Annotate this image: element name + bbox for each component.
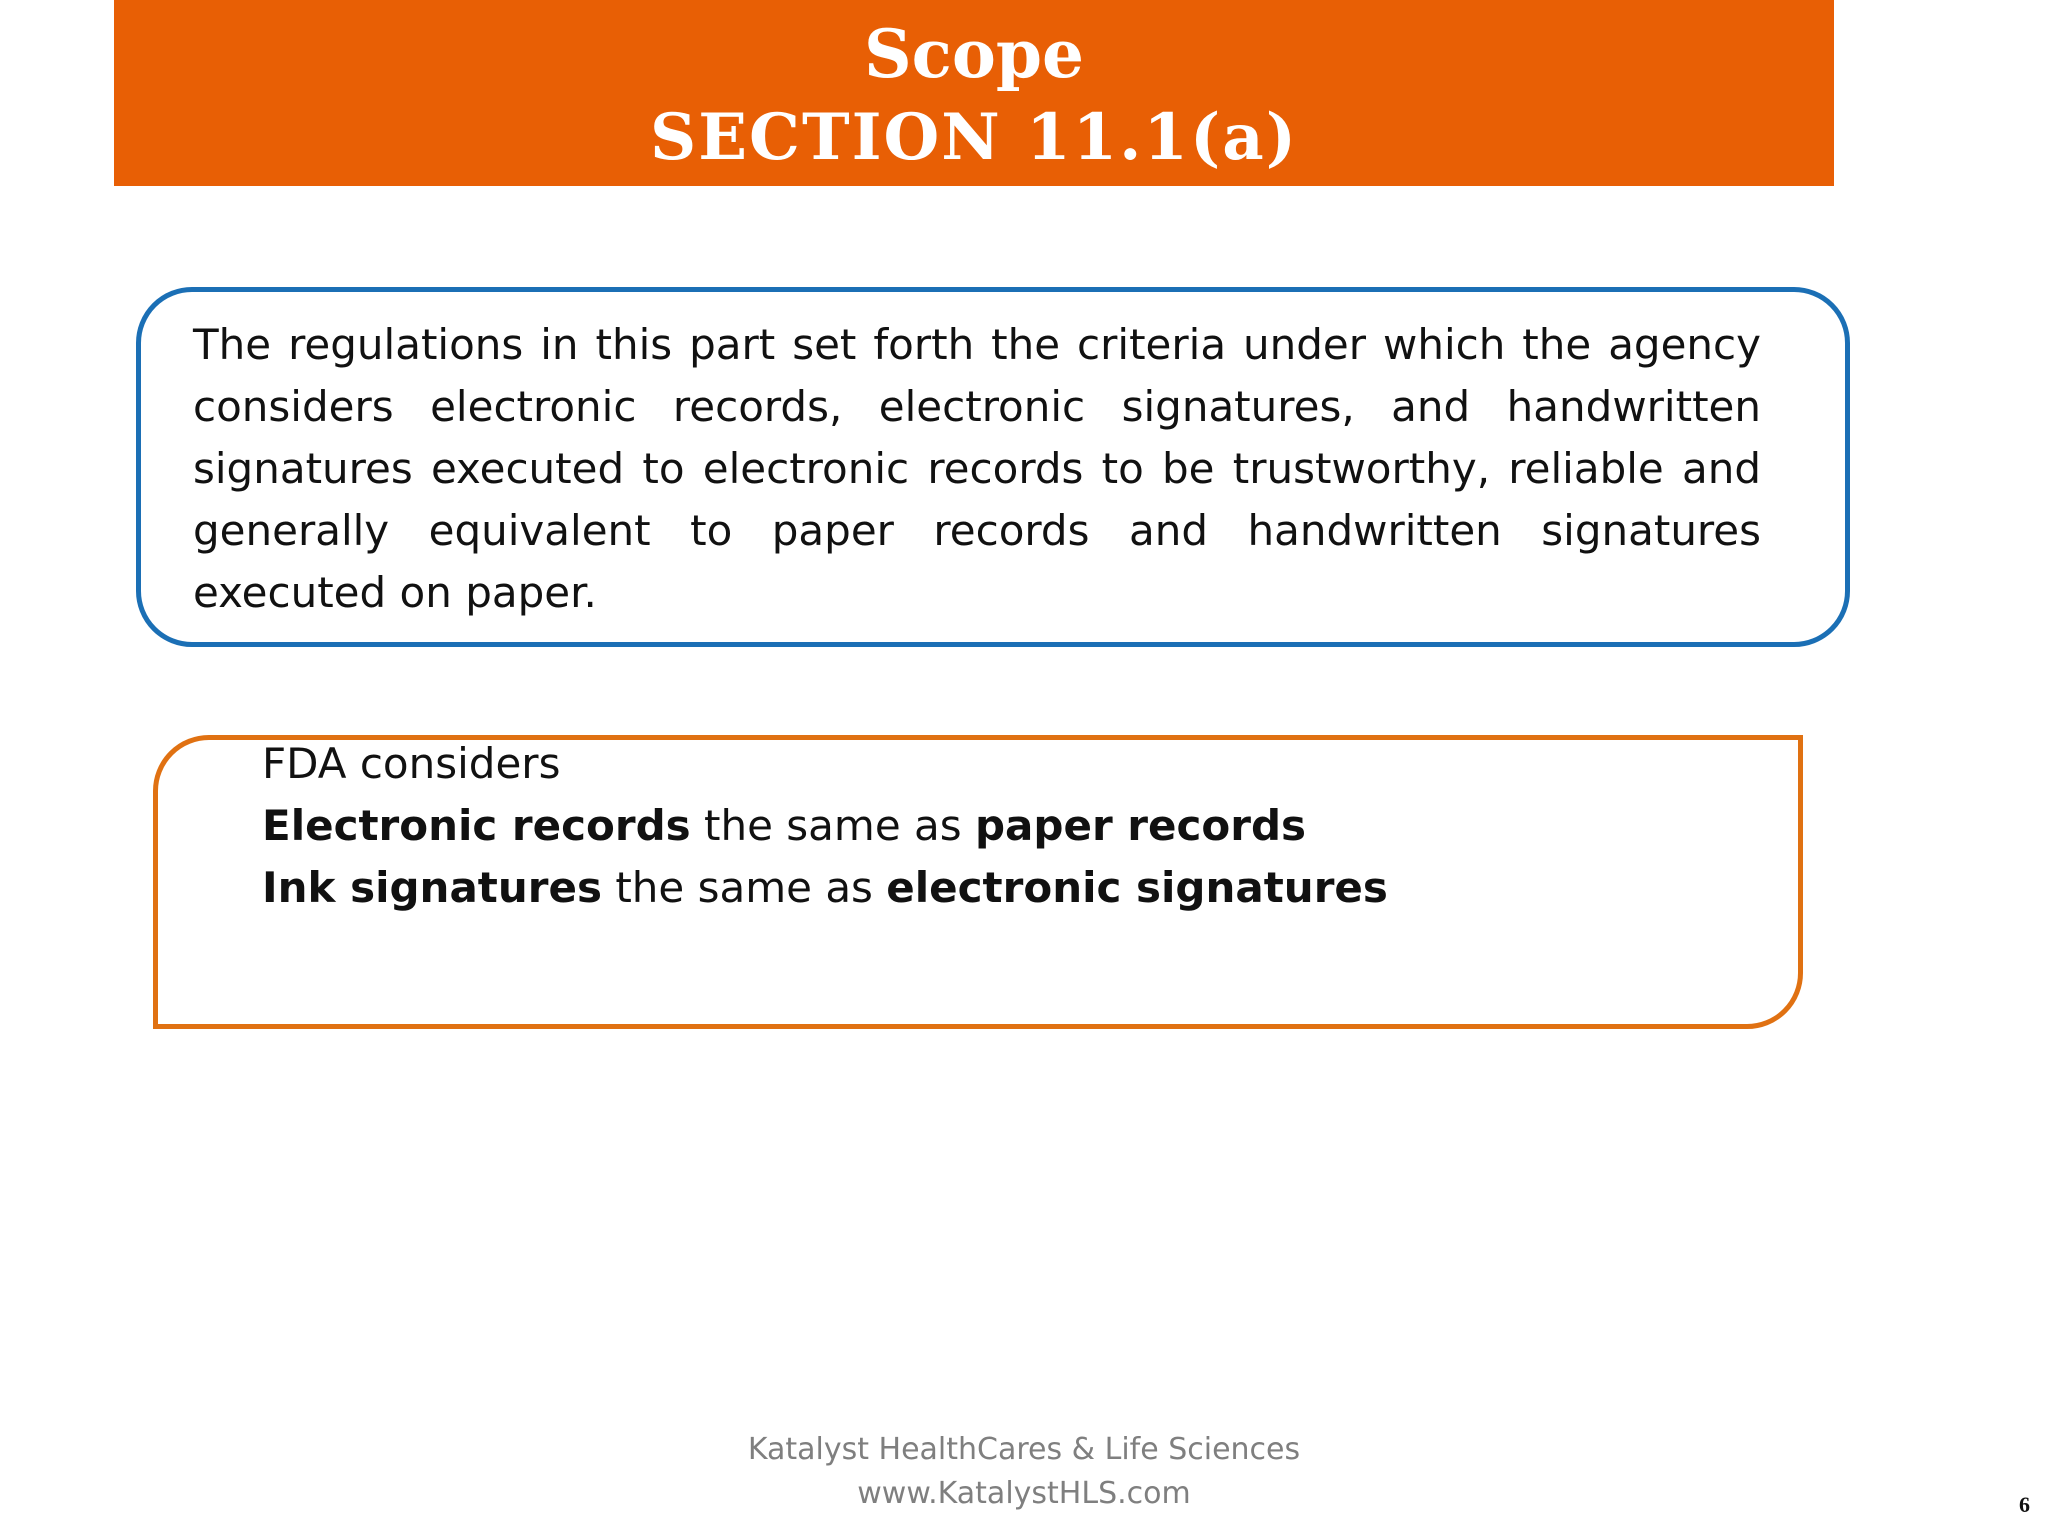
fda-connector: the same as (690, 801, 975, 850)
slide-title: Scope (863, 15, 1084, 93)
footer-url: www.KatalystHLS.com (857, 1476, 1191, 1511)
fda-term-electronic-signatures: electronic signatures (886, 863, 1388, 912)
fda-line-signatures (262, 857, 1388, 919)
fda-term-electronic-records: Electronic records (262, 801, 691, 850)
fda-line-records (262, 795, 1388, 857)
fda-statements (262, 733, 1388, 919)
title-banner (114, 0, 1834, 186)
fda-term-ink-signatures: Ink signatures (262, 863, 602, 912)
page-number: 6 (2019, 1492, 2030, 1517)
footer-company: Katalyst HealthCares & Life Sciences (747, 1432, 1301, 1467)
fda-term-paper-records: paper records (974, 801, 1307, 850)
scope-paragraph: The regulations in this part set forth the criteria under which the agency considers electronic records, electronic signatures, and handwritten signatures executed to electronic records to be trustworthy, reliable and generally equivalent to paper records and handwritten signatures executed on paper. (193, 320, 1761, 617)
fda-connector: the same as (601, 863, 887, 912)
slide-subtitle: SECTION 11.1(a) (650, 100, 1298, 175)
fda-heading: FDA considers (262, 739, 561, 788)
